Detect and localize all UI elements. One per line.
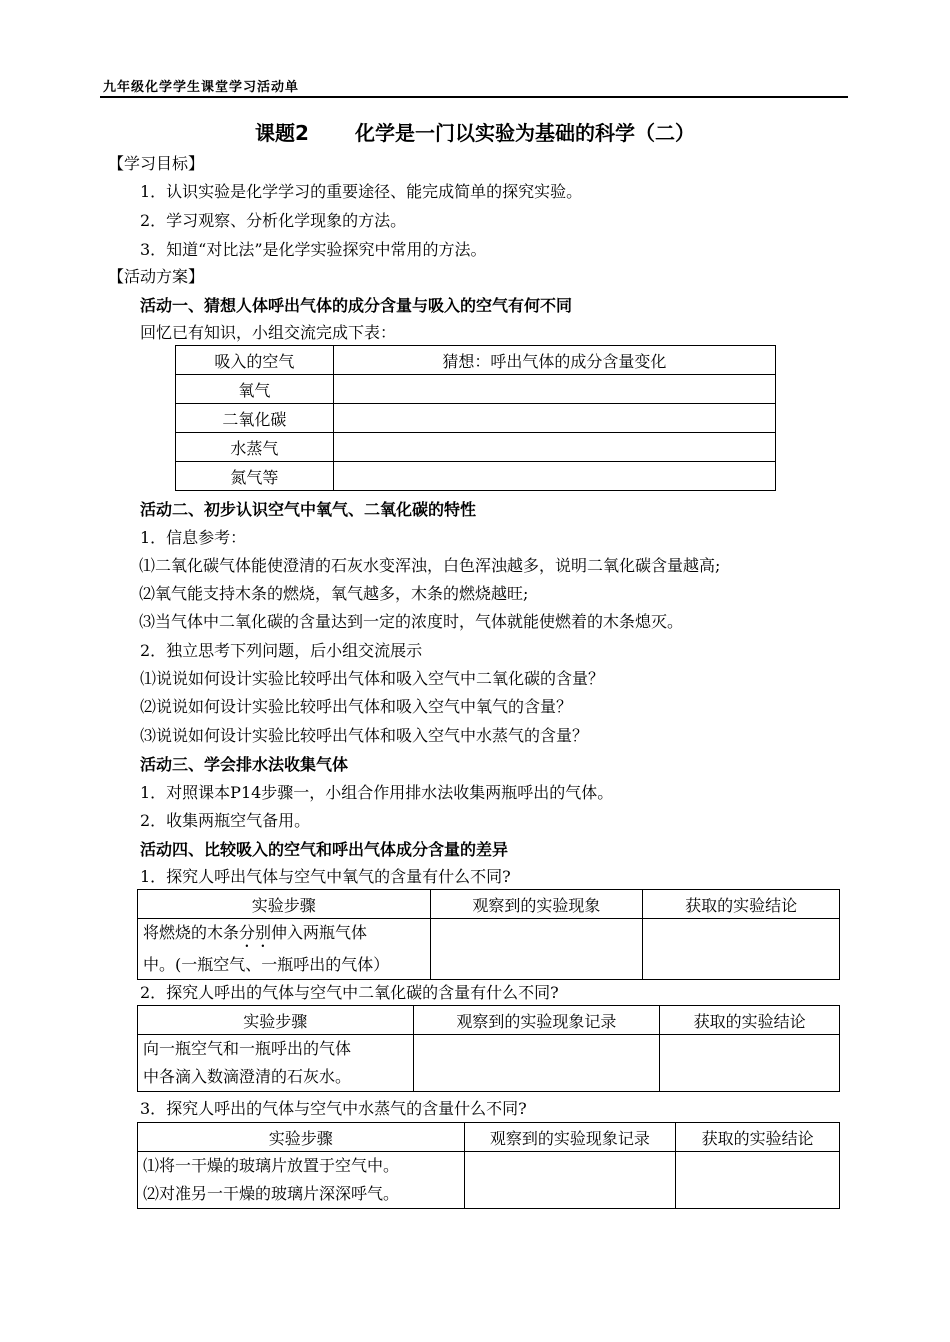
column-header: 实验步骤 [138,1123,465,1152]
header-divider [100,96,848,98]
answer-cell[interactable] [333,462,775,491]
info-item: ⑶当气体中二氧化碳的含量达到一定的浓度时，气体就能使燃着的木条熄灭。 [139,612,684,631]
conclusion-cell[interactable] [676,1152,840,1209]
gas-name: 二氧化碳 [176,404,334,433]
column-header: 观察到的实验现象记录 [464,1123,676,1152]
q2-question: 2．探究人呼出的气体与空气中二氧化碳的含量有什么不同? [140,983,559,1002]
conclusion-cell[interactable] [660,1035,840,1092]
table-header-row [138,1123,840,1152]
table-header-row [138,1006,840,1035]
step-line: ⑵对准另一干燥的玻璃片深深呼气。 [143,1184,400,1203]
answer-cell[interactable] [333,375,775,404]
page-title [0,117,950,146]
column-header: 获取的实验结论 [643,890,840,919]
experiment-step [138,1152,465,1209]
gas-name: 水蒸气 [176,433,334,462]
activity4-title: 活动四、比较吸入的空气和呼出气体成分含量的差异 [140,840,509,859]
step-line [143,919,430,951]
table-row [138,919,840,980]
question-item: ⑶说说如何设计实验比较呼出气体和吸入空气中水蒸气的含量？ [140,726,589,745]
column-header: 实验步骤 [138,1006,414,1035]
answer-cell[interactable] [333,433,775,462]
step-line: 中。(一瓶空气、一瓶呼出的气体） [143,955,390,974]
table-header-row [176,346,776,375]
activity3-item: 1．对照课本P14步骤一，小组合作用排水法收集两瓶呼出的气体。 [140,783,614,802]
oxygen-experiment-table [137,889,840,980]
table-header-row [138,890,840,919]
info-heading: 1．信息参考： [140,528,247,547]
table-row [176,404,776,433]
step-line: ⑴将一干燥的玻璃片放置于空气中。 [143,1156,400,1175]
water-vapor-experiment-table [137,1122,840,1209]
activity2-title: 活动二、初步认识空气中氧气、二氧化碳的特性 [140,500,477,519]
question-item: ⑴说说如何设计实验比较呼出气体和吸入空气中二氧化碳的含量？ [140,669,605,688]
column-header: 获取的实验结论 [660,1006,840,1035]
table-row [138,1035,840,1092]
observation-cell[interactable] [430,919,643,980]
step-text: 伸入两瓶气体 [271,923,368,942]
experiment-step [138,1035,414,1092]
co2-experiment-table [137,1005,840,1092]
step-line: 中各滴入数滴澄清的石灰水。 [143,1067,352,1086]
goal-item: 2．学习观察、分析化学现象的方法。 [140,211,407,230]
plan-heading: 【活动方案】 [108,267,205,286]
table-row [176,433,776,462]
step-line: 向一瓶空气和一瓶呼出的气体 [143,1039,352,1058]
column-header: 猜想：呼出气体的成分含量变化 [333,346,775,375]
column-header: 观察到的实验现象记录 [413,1006,660,1035]
lesson-name: 化学是一门以实验为基础的科学（二） [354,121,695,145]
experiment-step [138,919,431,980]
table-row [176,462,776,491]
gas-name: 氮气等 [176,462,334,491]
page-header: 九年级化学学生课堂学习活动单 [103,80,300,95]
think-heading: 2．独立思考下列问题，后小组交流展示 [140,641,423,660]
question-item: ⑵说说如何设计实验比较呼出气体和吸入空气中氧气的含量？ [140,697,573,716]
observation-cell[interactable] [413,1035,660,1092]
column-header: 获取的实验结论 [676,1123,840,1152]
activity1-intro: 回忆已有知识，小组交流完成下表： [140,323,397,342]
column-header: 观察到的实验现象 [430,890,643,919]
table-row [176,375,776,404]
column-header: 吸入的空气 [176,346,334,375]
lesson-number: 课题2 [255,121,309,145]
q3-question: 3．探究人呼出的气体与空气中水蒸气的含量什么不同? [140,1099,527,1118]
q1-question: 1．探究人呼出气体与空气中氧气的含量有什么不同? [140,867,511,886]
column-header: 实验步骤 [138,890,431,919]
conclusion-cell[interactable] [643,919,840,980]
guess-table [175,345,776,491]
table-row [138,1152,840,1209]
answer-cell[interactable] [333,404,775,433]
activity1-title: 活动一、猜想人体呼出气体的成分含量与吸入的空气有何不同 [140,296,573,315]
activity3-item: 2．收集两瓶空气备用。 [140,811,311,830]
observation-cell[interactable] [464,1152,676,1209]
step-text: 将燃烧的木条 [143,923,240,942]
activity3-title: 活动三、学会排水法收集气体 [140,755,349,774]
info-item: ⑴二氧化碳气体能使澄清的石灰水变浑浊，白色浑浊越多，说明二氧化碳含量越高; [139,556,721,575]
goal-item: 3．知道“对比法”是化学实验探究中常用的方法。 [140,240,487,259]
goal-item: 1．认识实验是化学学习的重要途径、能完成简单的探究实验。 [140,182,583,201]
emphasized-text: 分别 [239,923,272,942]
info-item: ⑵氧气能支持木条的燃烧，氧气越多，木条的燃烧越旺; [139,584,529,603]
goals-heading: 【学习目标】 [108,154,205,173]
gas-name: 氧气 [176,375,334,404]
